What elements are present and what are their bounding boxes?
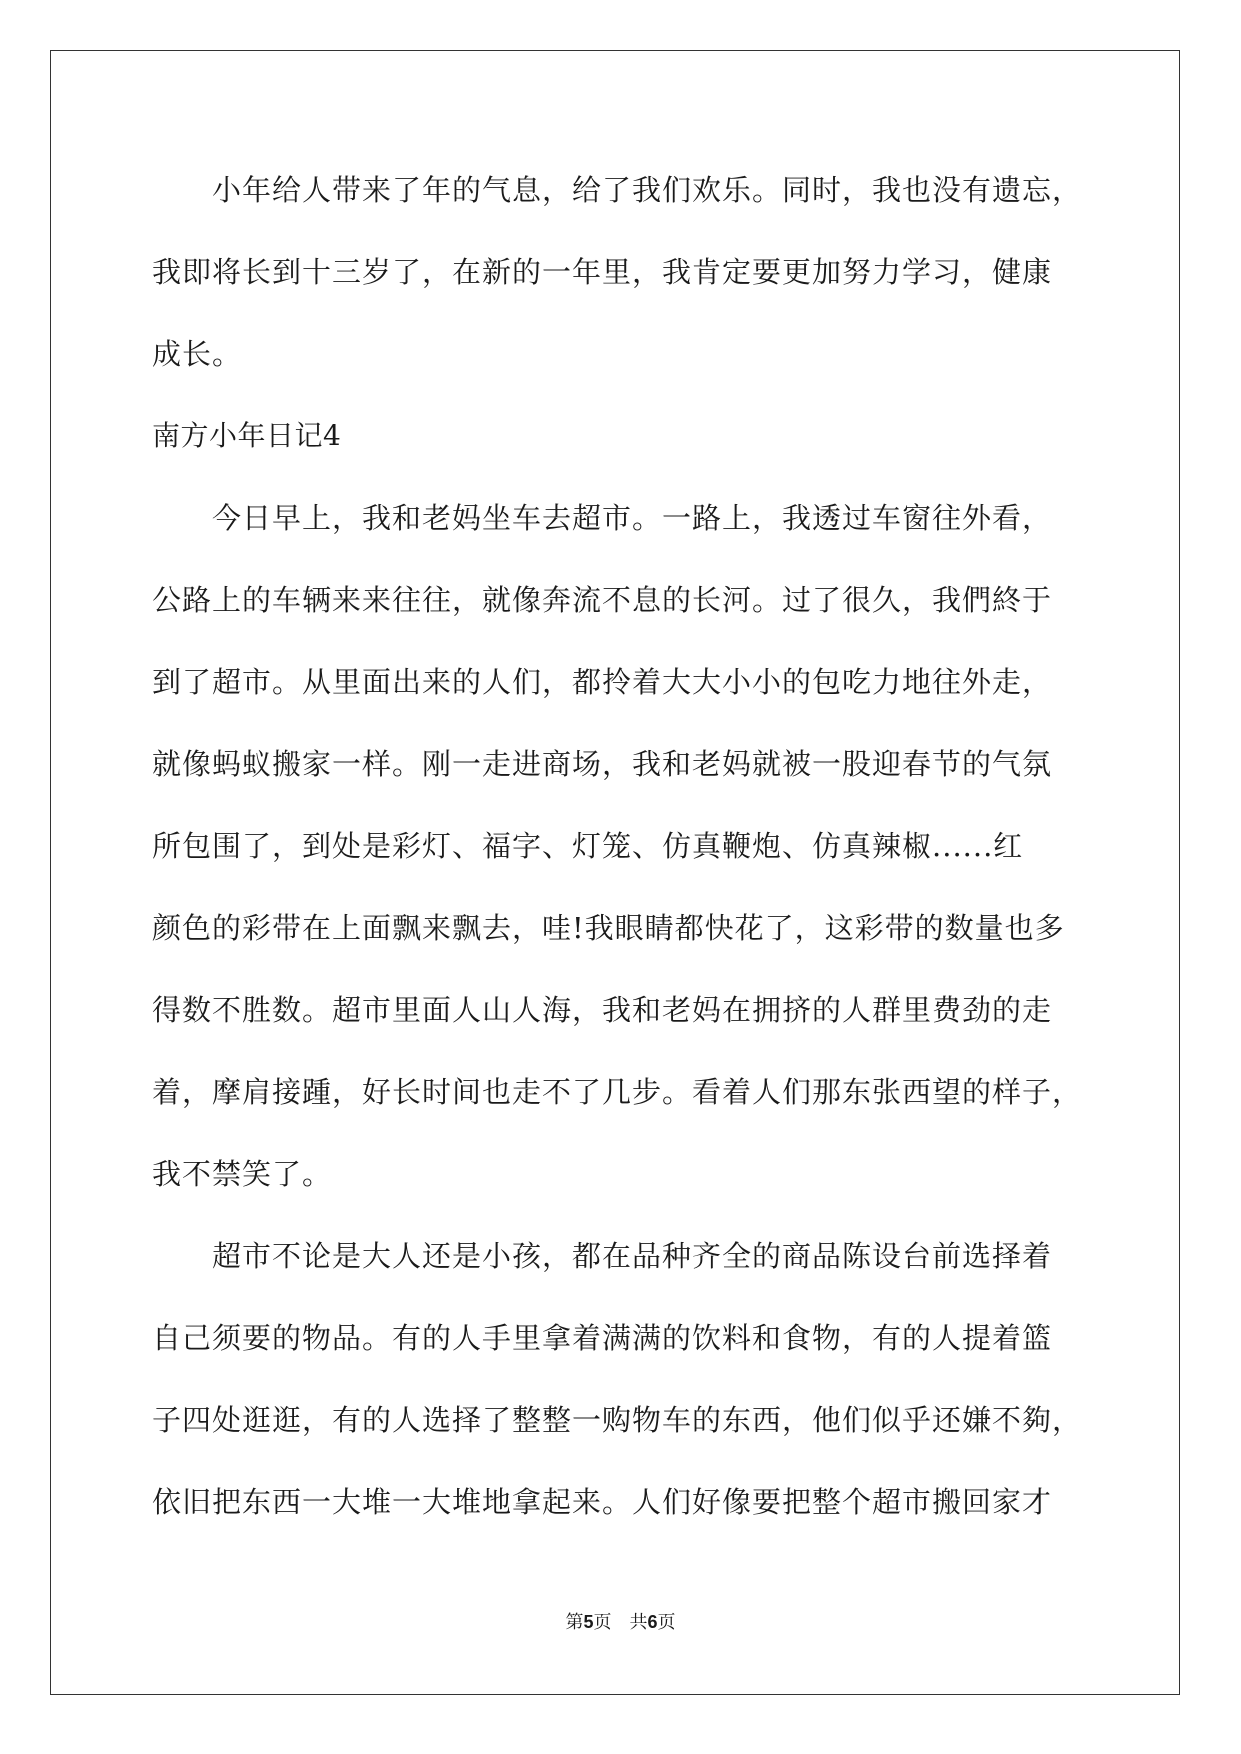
paragraph-line: 所包围了，到处是彩灯、福字、灯笼、仿真鞭炮、仿真辣椒......红 bbox=[152, 829, 1024, 863]
paragraph-line: 小年给人带来了年的气息，给了我们欢乐。同时，我也没有遗忘， bbox=[212, 173, 1083, 207]
footer-prefix: 第 bbox=[565, 1612, 584, 1633]
section-heading: 南方小年日记4 bbox=[152, 419, 342, 452]
paragraph-line: 我即将长到十三岁了，在新的一年里，我肯定要更加努力学习，健康 bbox=[152, 255, 1053, 289]
page-footer bbox=[0, 1613, 1241, 1632]
paragraph-line: 就像蚂蚁搬家一样。刚一走进商场，我和老妈就被一股迎春节的气氛 bbox=[152, 747, 1053, 781]
current-page-number: 5 bbox=[583, 1612, 594, 1632]
paragraph-line: 子四处逛逛，有的人选择了整整一购物车的东西，他们似乎还嫌不夠， bbox=[152, 1403, 1083, 1437]
paragraph-line: 公路上的车辆来来往往，就像奔流不息的长河。过了很久，我們終于 bbox=[152, 583, 1053, 617]
paragraph-line: 得数不胜数。超市里面人山人海，我和老妈在拥挤的人群里费劲的走 bbox=[152, 993, 1053, 1027]
paragraph-line: 到了超市。从里面出来的人们，都拎着大大小小的包吃力地往外走， bbox=[152, 665, 1053, 699]
paragraph-line: 今日早上，我和老妈坐车去超市。一路上，我透过车窗往外看， bbox=[212, 501, 1053, 535]
footer-middle: 页 共 bbox=[593, 1612, 648, 1633]
paragraph-line: 自己须要的物品。有的人手里拿着满满的饮料和食物，有的人提着篮 bbox=[152, 1321, 1053, 1355]
paragraph-line: 着，摩肩接踵，好长时间也走不了几步。看着人们那东张西望的样子， bbox=[152, 1075, 1083, 1109]
paragraph-line: 超市不论是大人还是小孩，都在品种齐全的商品陈设台前选择着 bbox=[212, 1239, 1053, 1273]
page-border bbox=[50, 50, 1180, 1695]
total-page-count: 6 bbox=[647, 1612, 658, 1632]
paragraph-line: 依旧把东西一大堆一大堆地拿起来。人们好像要把整个超市搬回家才 bbox=[152, 1485, 1053, 1519]
paragraph-line: 我不禁笑了。 bbox=[152, 1157, 333, 1191]
footer-suffix: 页 bbox=[657, 1612, 676, 1633]
paragraph-line: 颜色的彩带在上面飘来飘去，哇!我眼睛都快花了，这彩带的数量也多 bbox=[152, 911, 1065, 945]
paragraph-line: 成长。 bbox=[152, 337, 243, 371]
